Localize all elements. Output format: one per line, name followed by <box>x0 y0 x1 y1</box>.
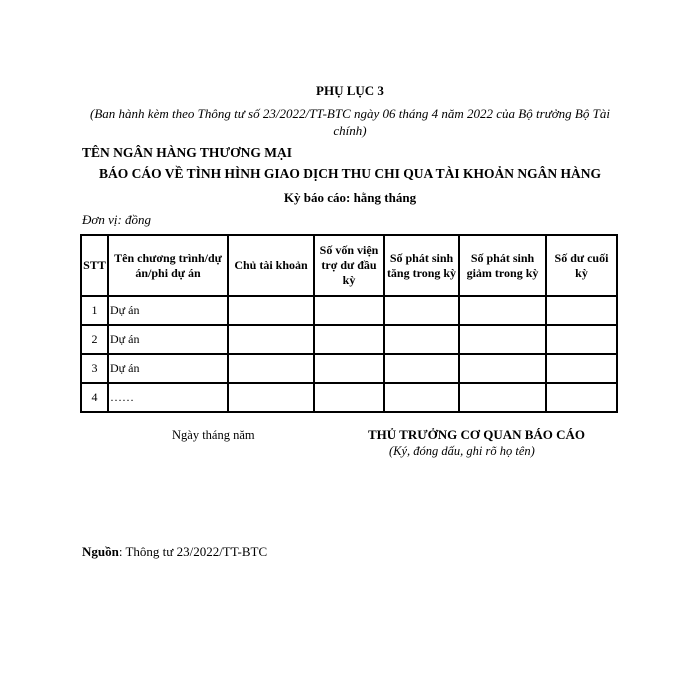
report-title: BÁO CÁO VỀ TÌNH HÌNH GIAO DỊCH THU CHI QUA TÀI KHOẢN NGÂN HÀNG <box>99 166 601 181</box>
row-stt: 3 <box>81 354 108 383</box>
row-program-name: …… <box>108 383 228 412</box>
source-line <box>82 544 267 560</box>
row-account-owner <box>228 383 314 412</box>
row-opening-balance <box>314 383 384 412</box>
row-program-name: Dự án <box>108 296 228 325</box>
row-decrease <box>459 296 546 325</box>
signature-note: (Ký, đóng dấu, ghi rõ họ tên) <box>389 444 535 458</box>
report-period: Kỳ báo cáo: hằng tháng <box>283 190 417 205</box>
column-header-program: Tên chương trình/dự án/phi dự án <box>108 235 228 296</box>
row-increase <box>384 383 459 412</box>
column-header-closing-balance: Số dư cuối kỳ <box>546 235 617 296</box>
row-increase <box>384 325 459 354</box>
table-row <box>81 383 617 412</box>
row-opening-balance <box>314 325 384 354</box>
column-header-opening-balance: Số vốn viện trợ dư đầu kỳ <box>314 235 384 296</box>
table-row <box>81 325 617 354</box>
row-opening-balance <box>314 354 384 383</box>
row-closing-balance <box>546 325 617 354</box>
row-program-name: Dự án <box>108 354 228 383</box>
issued-by-note: (Ban hành kèm theo Thông tư số 23/2022/TT-BTC ngày 06 tháng 4 năm 2022 của Bộ trưởng Bộ Tài chính) <box>90 106 610 138</box>
row-closing-balance <box>546 354 617 383</box>
currency-unit: Đơn vị: đồng <box>82 212 152 227</box>
column-header-account-owner: Chủ tài khoản <box>228 235 314 296</box>
table-header-row <box>81 235 617 296</box>
row-decrease <box>459 354 546 383</box>
source-text: : Thông tư 23/2022/TT-BTC <box>118 544 268 559</box>
row-account-owner <box>228 354 314 383</box>
row-stt: 2 <box>81 325 108 354</box>
row-closing-balance <box>546 383 617 412</box>
bank-name: TÊN NGÂN HÀNG THƯƠNG MẠI <box>82 145 293 160</box>
source-label: Nguồn <box>82 544 119 559</box>
date-line: Ngày tháng năm <box>172 428 255 442</box>
row-account-owner <box>228 325 314 354</box>
appendix-title: PHỤ LỤC 3 <box>316 83 384 98</box>
table-row <box>81 354 617 383</box>
row-decrease <box>459 383 546 412</box>
row-increase <box>384 296 459 325</box>
column-header-stt: STT <box>81 235 108 296</box>
row-closing-balance <box>546 296 617 325</box>
head-of-agency-title: THỦ TRƯỞNG CƠ QUAN BÁO CÁO <box>368 427 586 442</box>
column-header-increase: Số phát sinh tăng trong kỳ <box>384 235 459 296</box>
row-decrease <box>459 325 546 354</box>
column-header-decrease: Số phát sinh giảm trong kỳ <box>459 235 546 296</box>
row-stt: 1 <box>81 296 108 325</box>
row-opening-balance <box>314 296 384 325</box>
row-account-owner <box>228 296 314 325</box>
row-program-name: Dự án <box>108 325 228 354</box>
row-stt: 4 <box>81 383 108 412</box>
row-increase <box>384 354 459 383</box>
table-row <box>81 296 617 325</box>
report-table <box>80 234 618 413</box>
